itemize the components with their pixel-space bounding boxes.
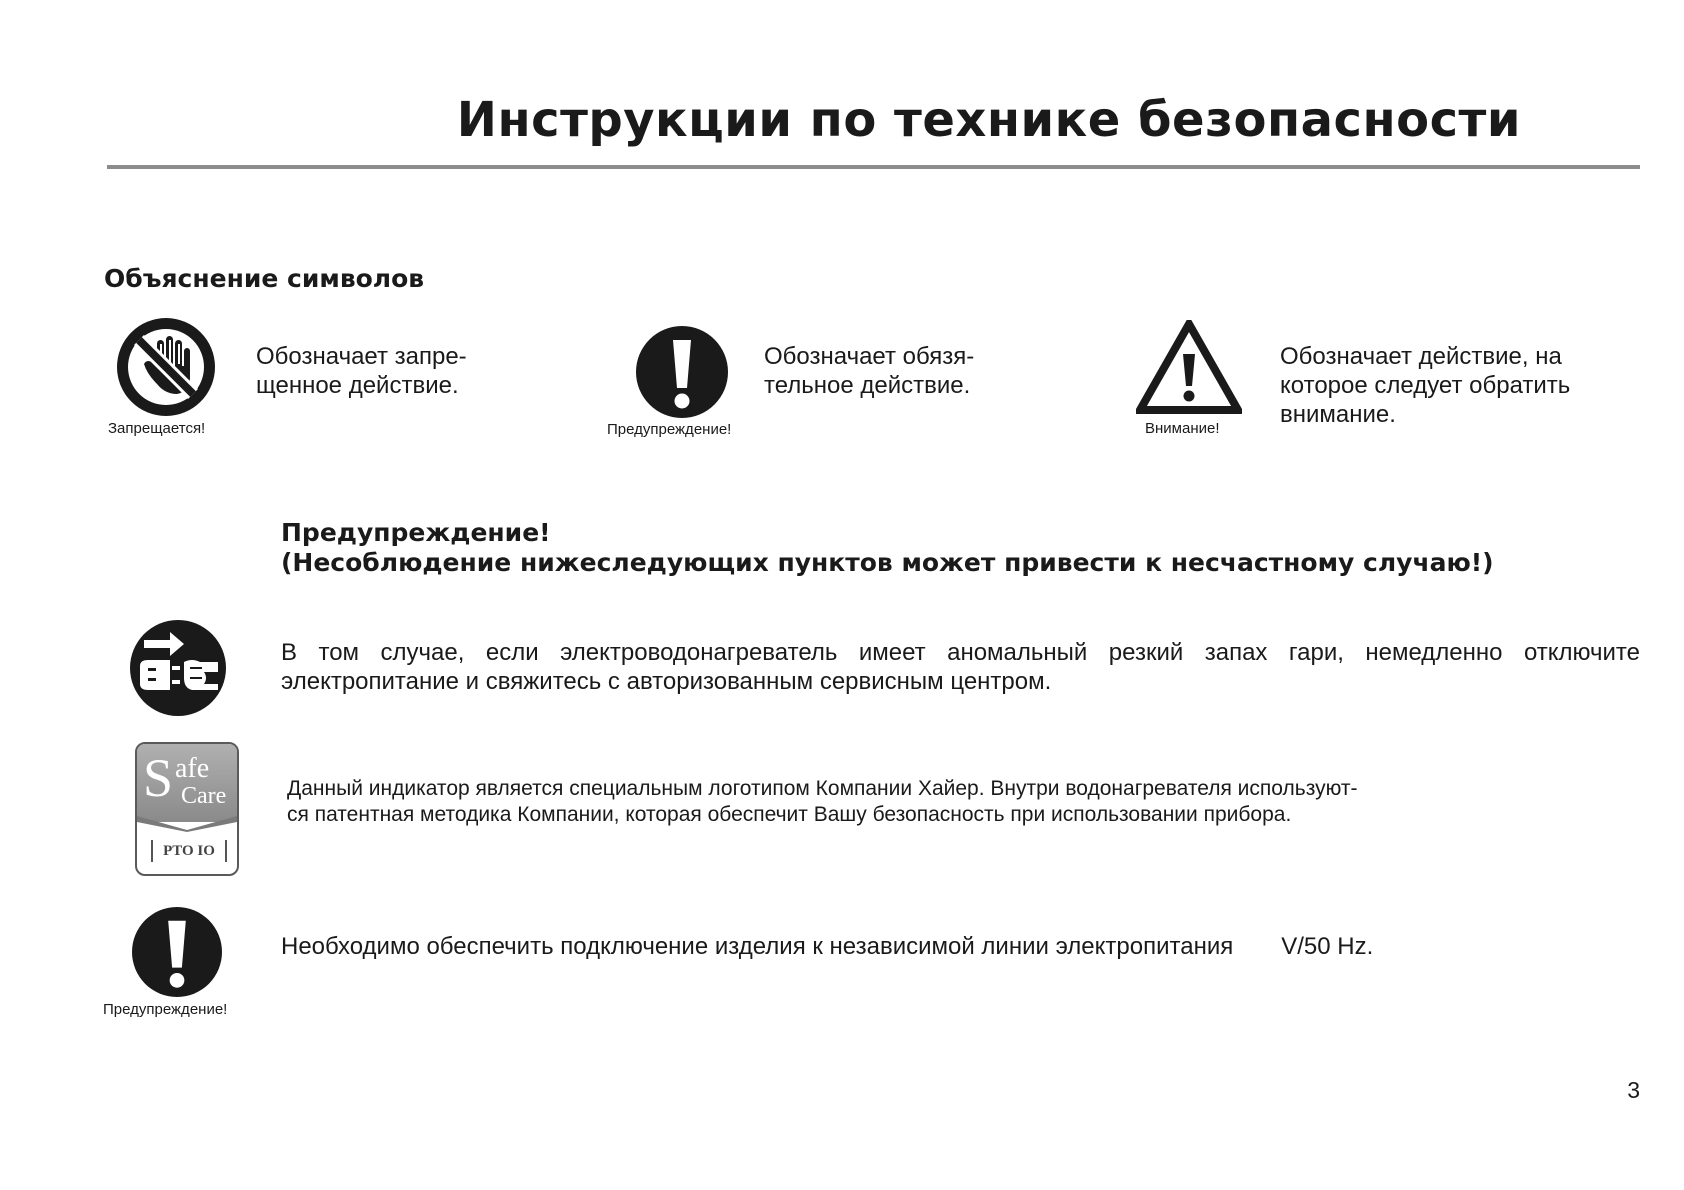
safe-care-logo-code: PTO IO <box>151 840 227 862</box>
symbol-caption-mandatory: Предупреждение! <box>607 421 732 438</box>
exclamation-circle-icon <box>132 907 222 997</box>
warning-heading <box>281 518 1494 578</box>
safe-care-logo-care <box>181 782 226 810</box>
safe-care-logo-chevron <box>137 816 237 832</box>
page-title: Инструкции по технике безопасности <box>456 92 1521 148</box>
symbol-caption-prohibited: Запрещается! <box>108 420 206 437</box>
safe-care-logo-icon <box>135 742 239 876</box>
safe-care-logo-afe: afe <box>175 753 210 784</box>
item-text-power-line <box>281 932 1373 961</box>
symbol-description-attention: Обозначает действие, на которое следует обратить внимание. <box>1280 343 1571 428</box>
warning-subtitle: (Несоблюдение нижеследующих пунктов может привести к несчастному случаю!) <box>281 548 1494 577</box>
unplug-icon <box>130 620 226 716</box>
safe-care-text-line-2: ся патентная методика Компании, которая обеспечит Вашу безопасность при использовании прибора. <box>287 803 1292 826</box>
exclamation-circle-icon <box>636 326 728 418</box>
title-divider <box>107 165 1640 169</box>
safe-care-text-line-1: Данный индикатор является специальным логотипом Компании Хайер. Внутри водонагревателя используют- <box>287 777 1358 800</box>
item-caption-warning: Предупреждение! <box>103 1001 228 1018</box>
voltage-value: V/50 Hz. <box>1281 933 1374 960</box>
page-number: 3 <box>1627 1077 1640 1103</box>
power-line-text: Необходимо обеспечить подключение изделия к независимой линии электропитания <box>281 933 1234 960</box>
warning-triangle-icon <box>1136 320 1242 414</box>
symbol-description-prohibited: Обозначает запре- щенное действие. <box>256 343 467 399</box>
safe-care-logo-top <box>137 744 237 822</box>
symbols-heading: Объяснение символов <box>104 264 425 293</box>
item-text-burning-smell: В том случае, если электроводонагреватель имеет аномальный резкий запах гари, немедленно отключите электропитание и свяжитесь с авторизованным сервисным центром. <box>281 639 1640 695</box>
item-text-safe-care <box>287 776 1547 828</box>
prohibited-hand-icon <box>117 318 215 416</box>
warning-title: Предупреждение! <box>281 518 551 547</box>
safe-care-logo-are: are <box>197 783 227 809</box>
safe-care-logo-s: S <box>143 748 174 808</box>
symbol-description-mandatory: Обозначает обязя- тельное действие. <box>764 343 975 399</box>
safe-care-logo-c: C <box>181 783 198 809</box>
symbol-caption-attention: Внимание! <box>1145 420 1220 437</box>
